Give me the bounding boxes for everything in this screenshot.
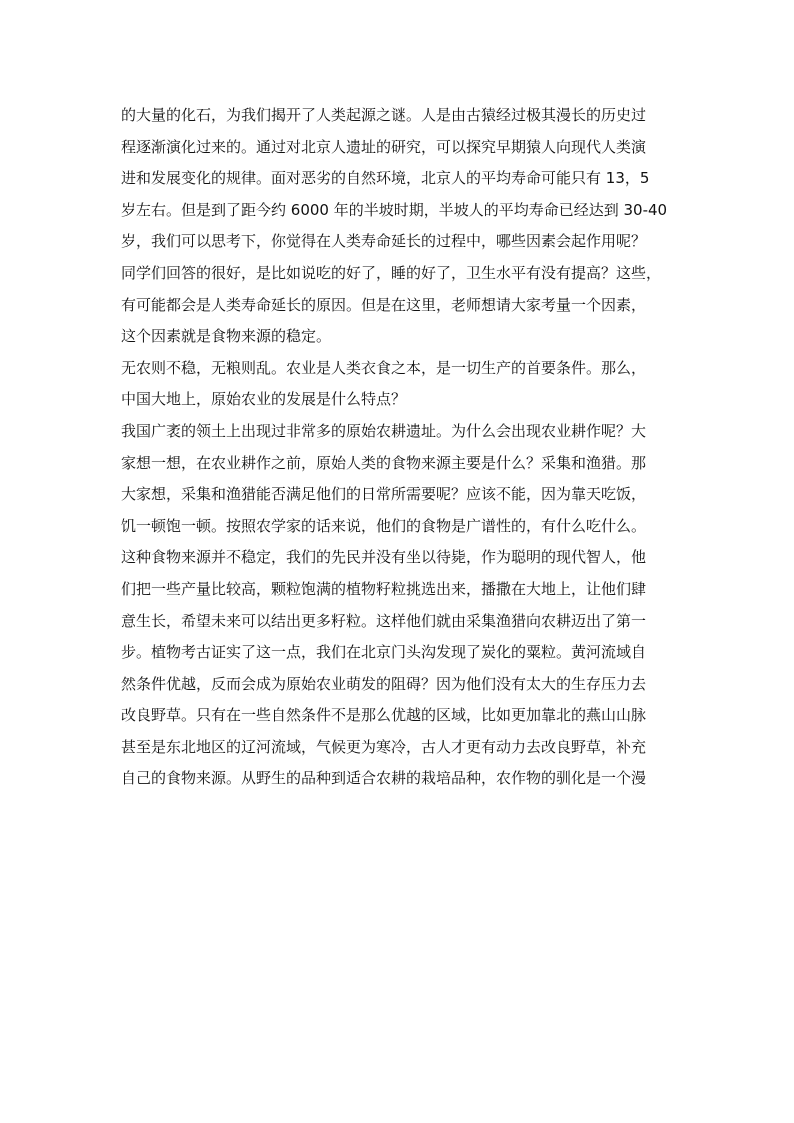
- text-line: 这种食物来源并不稳定，我们的先民并没有坐以待毙，作为聪明的现代智人，他: [121, 548, 647, 567]
- text-line: 家想一想，在农业耕作之前，原始人类的食物来源主要是什么？采集和渔猎。那: [121, 453, 647, 472]
- text-line: 步。植物考古证实了这一点，我们在北京门头沟发现了炭化的粟粒。黄河流域自: [121, 643, 647, 662]
- text-line: 进和发展变化的规律。面对恶劣的自然环境，北京人的平均寿命可能只有 13，5: [121, 169, 650, 188]
- text-line: 改良野草。只有在一些自然条件不是那么优越的区域，比如更加靠北的燕山山脉: [121, 706, 647, 725]
- text-line: 中国大地上，原始农业的发展是什么特点？: [121, 390, 407, 409]
- text-line: 们把一些产量比较高，颗粒饱满的植物籽粒挑选出来，播撒在大地上，让他们肆: [121, 579, 647, 598]
- text-line: 饥一顿饱一顿。按照农学家的话来说，他们的食物是广谱性的，有什么吃什么。: [121, 516, 647, 535]
- text-line: 大家想，采集和渔猎能否满足他们的日常所需要呢？应该不能，因为靠天吃饭，: [121, 485, 647, 504]
- body-text: [121, 100, 681, 795]
- text-line: 意生长，希望未来可以结出更多籽粒。这样他们就由采集渔猎向农耕迈出了第一: [121, 611, 647, 630]
- text-line: 有可能都会是人类寿命延长的原因。但是在这里，老师想请大家考量一个因素，: [121, 295, 647, 314]
- text-line: 岁，我们可以思考下，你觉得在人类寿命延长的过程中，哪些因素会起作用呢？: [121, 232, 647, 251]
- text-line: 这个因素就是食物来源的稳定。: [121, 327, 332, 346]
- text-line: 程逐渐演化过来的。通过对北京人遗址的研究，可以探究早期猿人向现代人类演: [121, 137, 647, 156]
- text-line: 甚至是东北地区的辽河流域，气候更为寒冷，古人才更有动力去改良野草，补充: [121, 737, 647, 756]
- text-line: 岁左右。但是到了距今约 6000 年的半坡时期，半坡人的平均寿命已经达到 30-40: [121, 200, 668, 219]
- text-line: 我国广袤的领土上出现过非常多的原始农耕遗址。为什么会出现农业耕作呢？大: [121, 421, 647, 440]
- text-line: 自己的食物来源。从野生的品种到适合农耕的栽培品种，农作物的驯化是一个漫: [121, 769, 647, 788]
- text-line: 同学们回答的很好，是比如说吃的好了，睡的好了，卫生水平有没有提高？这些，: [121, 263, 662, 282]
- text-line: 的大量的化石，为我们揭开了人类起源之谜。人是由古猿经过极其漫长的历史过: [121, 106, 647, 124]
- text-line: 无农则不稳，无粮则乱。农业是人类衣食之本，是一切生产的首要条件。那么，: [121, 358, 647, 377]
- text-line: 然条件优越，反而会成为原始农业萌发的阻碍？因为他们没有太大的生存压力去: [121, 674, 647, 693]
